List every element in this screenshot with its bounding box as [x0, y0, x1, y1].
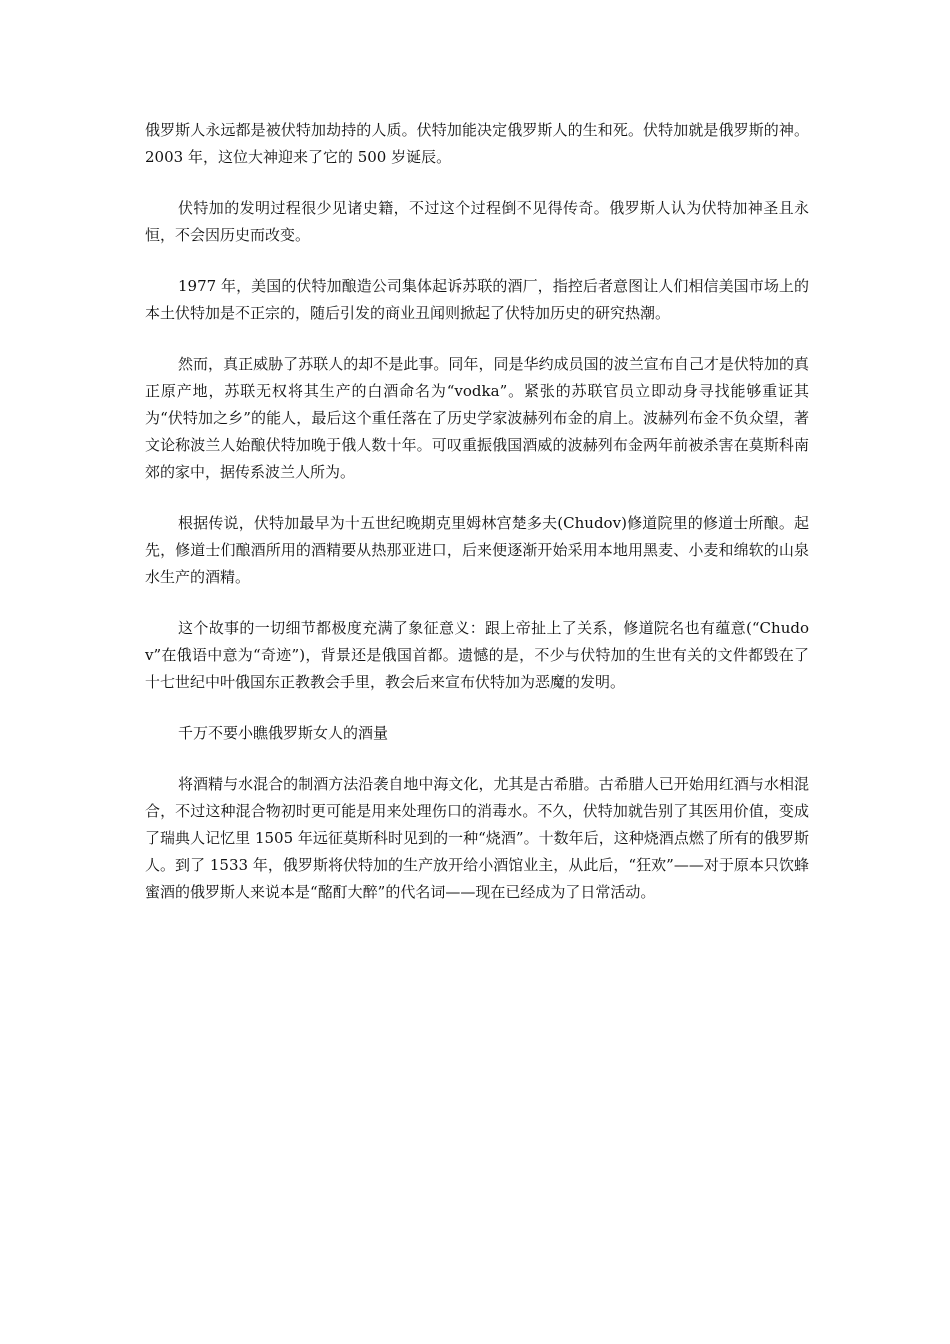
- paragraph-1977-lawsuit: 1977 年，美国的伏特加酿造公司集体起诉苏联的酒厂，指控后者意图让人们相信美国市场上的本土伏特加是不正宗的，随后引发的商业丑闻则掀起了伏特加历史的研究热潮。: [145, 277, 809, 322]
- paragraph-history: 将酒精与水混合的制酒方法沿袭自地中海文化，尤其是古希腊。古希腊人已开始用红酒与水相混合，不过这种混合物初时更可能是用来处理伤口的消毒水。不久，伏特加就告别了其医用价值，变成了瑞典人记忆里 1505 年远征莫斯科时见到的一种“烧酒”。十数年后，这种烧酒点燃了所有的俄罗斯人。到了 1533 年，俄罗斯将伏特加的生产放开给小酒馆业主，从此后，“狂欢”——对于原本只饮蜂蜜酒的俄罗斯人来说本是“酩酊大醉”的代名词——现在已经成为了日常活动。: [145, 775, 809, 901]
- paragraph-legend: 根据传说，伏特加最早为十五世纪晚期克里姆林宫楚多夫(Chudov)修道院里的修道士所酿。起先，修道士们酿酒所用的酒精要从热那亚进口，后来便逐渐开始采用本地用黑麦、小麦和绵软的山泉水生产的酒精。: [145, 514, 809, 586]
- paragraph-intro: 俄罗斯人永远都是被伏特加劫持的人质。伏特加能决定俄罗斯人的生和死。伏特加就是俄罗斯的神。2003 年，这位大神迎来了它的 500 岁诞辰。: [145, 121, 809, 166]
- document-page: [145, 117, 809, 930]
- paragraph-symbolism: 这个故事的一切细节都极度充满了象征意义：跟上帝扯上了关系，修道院名也有蕴意(“Chudov”在俄语中意为“奇迹”)，背景还是俄国首都。遗憾的是，不少与伏特加的生世有关的文件都毁在了十七世纪中叶俄国东正教教会手里，教会后来宣布伏特加为恶魔的发明。: [145, 619, 809, 691]
- paragraph-poland-claim: 然而，真正威胁了苏联人的却不是此事。同年，同是华约成员国的波兰宣布自己才是伏特加的真正原产地，苏联无权将其生产的白酒命名为“vodka”。紧张的苏联官员立即动身寻找能够重证其为“伏特加之乡”的能人，最后这个重任落在了历史学家波赫列布金的肩上。波赫列布金不负众望，著文论称波兰人始酿伏特加晚于俄人数十年。可叹重振俄国酒威的波赫列布金两年前被杀害在莫斯科南郊的家中，据传系波兰人所为。: [145, 355, 809, 481]
- section-heading: 千万不要小瞧俄罗斯女人的酒量: [178, 724, 389, 742]
- paragraph-invention: 伏特加的发明过程很少见诸史籍，不过这个过程倒不见得传奇。俄罗斯人认为伏特加神圣且永恒，不会因历史而改变。: [145, 199, 809, 244]
